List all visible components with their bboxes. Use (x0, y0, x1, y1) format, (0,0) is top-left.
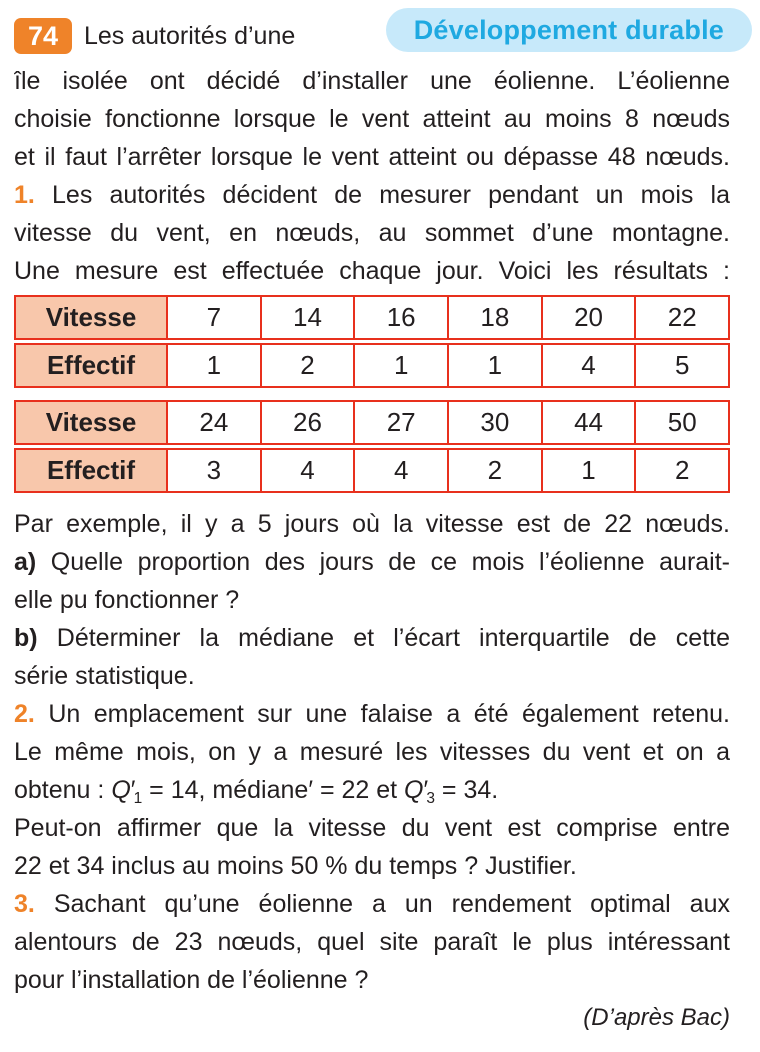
text-segment: Q (404, 776, 424, 804)
value-cell: 16 (353, 297, 447, 338)
text-segment: Quelle proportion des jours de ce mois l’éolienne aurait- (36, 548, 730, 576)
table-row (14, 400, 730, 445)
value-cell: 7 (166, 297, 260, 338)
text-segment: Les autorités décident de mesurer pendant un mois la (34, 181, 730, 209)
text-line (14, 619, 730, 657)
row-header-cell: Vitesse (16, 402, 166, 443)
text-line (14, 252, 730, 290)
theme-badge: Développement durable (386, 8, 752, 52)
value-cell: 20 (541, 297, 635, 338)
text-line (14, 505, 730, 543)
text-segment: et il faut l’arrêter lorsque le vent atteint ou dépasse 48 nœuds. (14, 143, 730, 171)
value-cell: 4 (353, 450, 447, 491)
text-segment: b) (14, 624, 38, 652)
text-segment: = 14, médiane (142, 776, 309, 804)
text-line (14, 695, 730, 733)
value-cell: 30 (447, 402, 541, 443)
frequency-table-1 (14, 295, 730, 388)
value-cell: 24 (166, 402, 260, 443)
value-cell: 14 (260, 297, 354, 338)
text-line (14, 581, 730, 619)
text-segment: pour l’installation de l’éolienne ? (14, 966, 369, 994)
text-segment: île isolée ont décidé d’installer une éolienne. L’éolienne (14, 67, 730, 95)
text-segment: Un emplacement sur une falaise a été également retenu. (34, 700, 730, 728)
text-line (14, 214, 730, 252)
text-segment: ′ (130, 776, 136, 804)
table-row (14, 343, 730, 388)
text-segment: Par exemple, il y a 5 jours où la vitesse est de 22 nœuds. (14, 510, 730, 538)
value-cell: 1 (541, 450, 635, 491)
text-segment: = 34. (434, 776, 499, 804)
text-segment: = 22 et (313, 776, 405, 804)
text-line (14, 733, 730, 771)
value-cell: 1 (166, 345, 260, 386)
text-line (14, 100, 730, 138)
intro-paragraph (14, 62, 730, 176)
text-segment: Le même mois, on y a mesuré les vitesses du vent et on a (14, 738, 730, 766)
value-cell: 2 (260, 345, 354, 386)
text-line (14, 138, 730, 176)
question-number: 1. (14, 181, 35, 209)
text-line (14, 847, 730, 885)
value-cell: 1 (353, 345, 447, 386)
value-cell: 50 (634, 402, 728, 443)
text-segment: série statistique. (14, 662, 195, 690)
exercise-header (14, 14, 730, 58)
value-cell: 3 (166, 450, 260, 491)
intro-first-line: Les autorités d’une (84, 21, 296, 50)
text-segment: choisie fonctionne lorsque le vent atteint au moins 8 nœuds (14, 105, 730, 133)
text-line (14, 543, 730, 581)
text-segment: Une mesure est effectuée chaque jour. Voici les résultats : (14, 257, 730, 285)
text-line (14, 809, 730, 847)
source-attribution: (D’après Bac) (583, 1004, 730, 1031)
value-cell: 44 (541, 402, 635, 443)
frequency-table-2 (14, 400, 730, 493)
value-cell: 1 (447, 345, 541, 386)
value-cell: 2 (447, 450, 541, 491)
value-cell: 26 (260, 402, 354, 443)
question-number: 3. (14, 890, 35, 918)
row-header-cell: Vitesse (16, 297, 166, 338)
exercise-number-badge: 74 (14, 18, 72, 54)
table-row (14, 295, 730, 340)
questions-paragraph (14, 505, 730, 999)
text-line (14, 961, 730, 999)
text-segment: ′ (308, 776, 313, 804)
text-segment: Q (111, 776, 131, 804)
text-segment: elle pu fonctionner ? (14, 586, 240, 614)
text-segment: Déterminer la médiane et l’écart interquartile de cette (37, 624, 730, 652)
text-segment: a) (14, 548, 37, 576)
value-cell: 5 (634, 345, 728, 386)
text-line (14, 176, 730, 214)
value-cell: 18 (447, 297, 541, 338)
value-cell: 4 (260, 450, 354, 491)
text-segment: alentours de 23 nœuds, quel site paraît le plus intéressant (14, 928, 730, 956)
text-segment: Sachant qu’une éolienne a un rendement optimal aux (34, 890, 730, 918)
row-header-cell: Effectif (16, 345, 166, 386)
text-line (14, 62, 730, 100)
text-line (14, 923, 730, 961)
row-header-cell: Effectif (16, 450, 166, 491)
text-segment: ′ (423, 776, 429, 804)
frequency-tables (14, 295, 730, 493)
text-segment: obtenu : (14, 776, 112, 804)
text-segment: 22 et 34 inclus au moins 50 % du temps ? Justifier. (14, 852, 577, 880)
table-row (14, 448, 730, 493)
text-segment: Peut-on affirmer que la vitesse du vent est comprise entre (14, 814, 730, 842)
text-line (14, 771, 730, 809)
question-number: 2. (14, 700, 35, 728)
text-segment: vitesse du vent, en nœuds, au sommet d’une montagne. (14, 219, 730, 247)
value-cell: 22 (634, 297, 728, 338)
question-1-paragraph (14, 176, 730, 290)
text-segment: 1 (133, 789, 143, 807)
value-cell: 2 (634, 450, 728, 491)
text-segment: 3 (426, 789, 435, 807)
text-line (14, 657, 730, 695)
text-line (14, 885, 730, 923)
value-cell: 4 (541, 345, 635, 386)
value-cell: 27 (353, 402, 447, 443)
